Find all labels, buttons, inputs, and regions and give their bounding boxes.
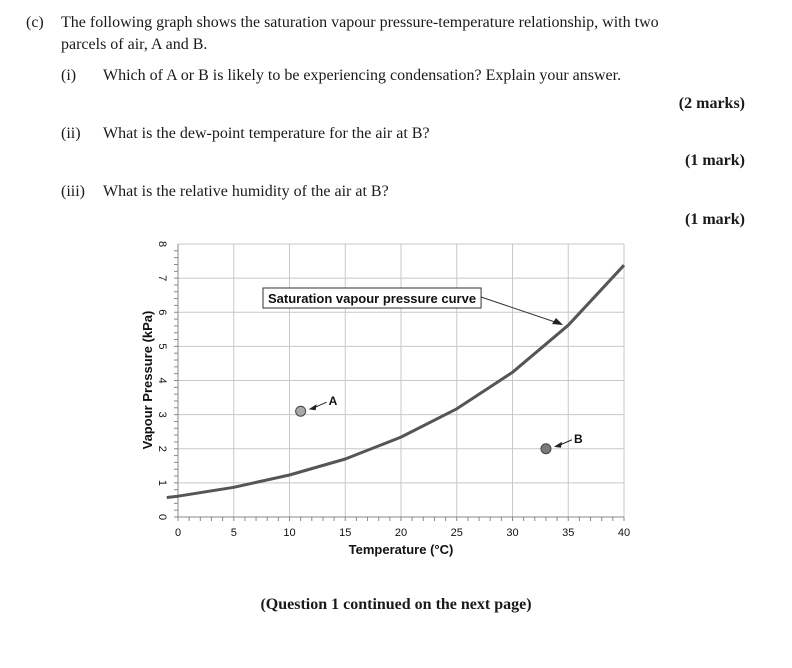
footer-continued: (Question 1 continued on the next page) (260, 596, 532, 613)
subq-ii-label: (ii) (61, 125, 81, 142)
y-tick-label: 0 (156, 513, 168, 521)
subq-i-label: (i) (61, 67, 77, 84)
x-tick-label: 0 (174, 527, 182, 539)
x-tick-label: 20 (394, 527, 408, 539)
subq-ii-text: What is the dew-point temperature for the air at B? (103, 125, 430, 142)
chart-points (296, 394, 583, 454)
point-b (541, 444, 551, 454)
subq-ii-marks: (1 mark) (685, 152, 745, 169)
y-tick-label: 5 (156, 343, 168, 350)
question-intro-line1: The following graph shows the saturation vapour pressure-temperature relationship, with two (61, 14, 659, 31)
question-intro-line2: parcels of air, A and B. (61, 36, 208, 53)
subq-iii-text: What is the relative humidity of the air at B? (103, 183, 389, 200)
y-tick-label: 1 (156, 479, 168, 486)
subq-iii-label: (iii) (61, 183, 85, 200)
subq-i-text: Which of A or B is likely to be experiencing condensation? Explain your answer. (103, 67, 622, 84)
x-tick-label: 15 (339, 527, 352, 539)
subq-i-marks: (2 marks) (678, 95, 745, 112)
point-arrowhead-a (309, 404, 317, 410)
annotation-arrow (481, 297, 558, 323)
point-label-a: A (328, 394, 338, 409)
y-tick-label: 8 (156, 240, 168, 248)
chart-ticks (156, 241, 630, 539)
y-tick-label: 6 (156, 309, 168, 316)
x-tick-label: 10 (283, 527, 296, 539)
y-tick-label: 3 (156, 411, 168, 418)
x-axis-label: Temperature (°C) (348, 542, 454, 557)
y-axis-label: Vapour Pressure (kPa) (140, 310, 155, 450)
y-tick-label: 2 (156, 445, 168, 452)
x-tick-label: 30 (506, 527, 519, 539)
y-tick-label: 7 (156, 275, 168, 282)
subq-iii-marks: (1 mark) (685, 211, 745, 228)
y-tick-label: 4 (156, 377, 168, 384)
point-arrowhead-b (554, 442, 562, 448)
point-a (296, 406, 306, 416)
chart-grid (178, 244, 624, 517)
point-label-b: B (573, 431, 583, 446)
x-tick-label: 35 (562, 527, 575, 539)
x-tick-label: 25 (450, 527, 463, 539)
annotation-label: Saturation vapour pressure curve (268, 291, 477, 306)
x-tick-label: 5 (230, 527, 237, 539)
question-part-label: (c) (26, 14, 44, 31)
x-tick-label: 40 (617, 527, 631, 539)
